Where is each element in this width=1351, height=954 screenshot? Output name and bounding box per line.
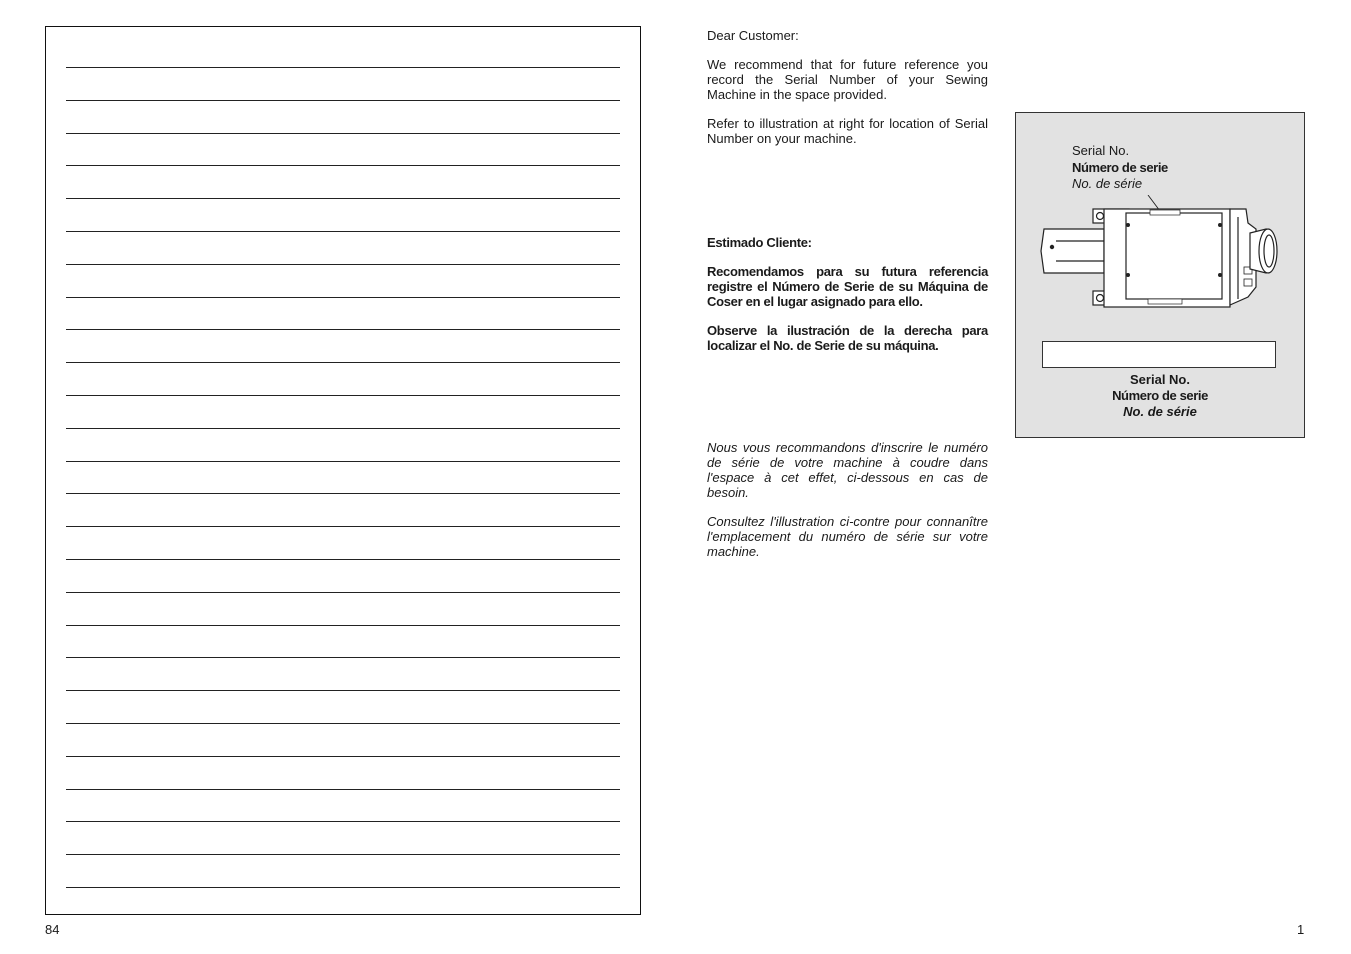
callout-label-es: Número de serie (1072, 159, 1168, 175)
note-line (66, 526, 620, 527)
note-line (66, 821, 620, 822)
note-line (66, 165, 620, 166)
note-line (66, 133, 620, 134)
english-paragraph-1: We recommend that for future reference you record the Serial Number of your Sewing Machine in the space provided. (707, 57, 988, 102)
note-line (66, 690, 620, 691)
note-line (66, 723, 620, 724)
notes-box (45, 26, 641, 915)
spanish-section (707, 235, 988, 367)
note-line (66, 231, 620, 232)
callout-label-en: Serial No. (1072, 143, 1130, 158)
note-line (66, 625, 620, 626)
serial-label-fr: No. de série (1123, 404, 1197, 419)
note-line (66, 329, 620, 330)
note-line (66, 493, 620, 494)
note-line (66, 428, 620, 429)
serial-label-en: Serial No. (1130, 372, 1190, 387)
note-line (66, 592, 620, 593)
spanish-heading: Estimado Cliente: (707, 235, 812, 250)
serial-number-field[interactable] (1042, 341, 1276, 368)
note-line (66, 756, 620, 757)
callout-label-fr: No. de série (1072, 176, 1143, 191)
french-section (707, 440, 988, 573)
note-line (66, 67, 620, 68)
note-line (66, 887, 620, 888)
note-line (66, 395, 620, 396)
french-paragraph-1: Nous vous recommandons d'inscrire le numéro de série de votre machine à coudre dans l'espace à cet effet, ci-dessous en cas de besoin. (707, 440, 988, 500)
page-number-right: 1 (1297, 922, 1305, 937)
french-paragraph-2: Consultez l'illustration ci-contre pour connanître l'emplacement du numéro de série sur votre machine. (707, 514, 988, 559)
note-line (66, 297, 620, 298)
note-line (66, 198, 620, 199)
english-paragraph-2: Refer to illustration at right for location of Serial Number on your machine. (707, 116, 988, 146)
note-line (66, 100, 620, 101)
note-line (66, 559, 620, 560)
page-number-left: 84 (45, 922, 60, 937)
note-line (66, 789, 620, 790)
english-heading: Dear Customer: (707, 28, 799, 43)
note-line (66, 461, 620, 462)
serial-callout (1072, 143, 1168, 193)
note-line (66, 362, 620, 363)
serial-number-panel (1015, 112, 1305, 438)
english-section (707, 28, 988, 160)
serial-label (1016, 372, 1304, 420)
note-line (66, 657, 620, 658)
note-line (66, 264, 620, 265)
spanish-paragraph-2: Observe la ilustración de la derecha para localizar el No. de Serie de su máquina. (707, 323, 988, 353)
serial-label-es: Número de serie (1112, 388, 1208, 403)
spanish-paragraph-1: Recomendamos para su futura referencia registre el Número de Serie de su Máquina de Coser en el lugar asignado para ello. (707, 264, 988, 309)
note-line (66, 854, 620, 855)
sewing-machine-underside-icon (1038, 195, 1283, 315)
